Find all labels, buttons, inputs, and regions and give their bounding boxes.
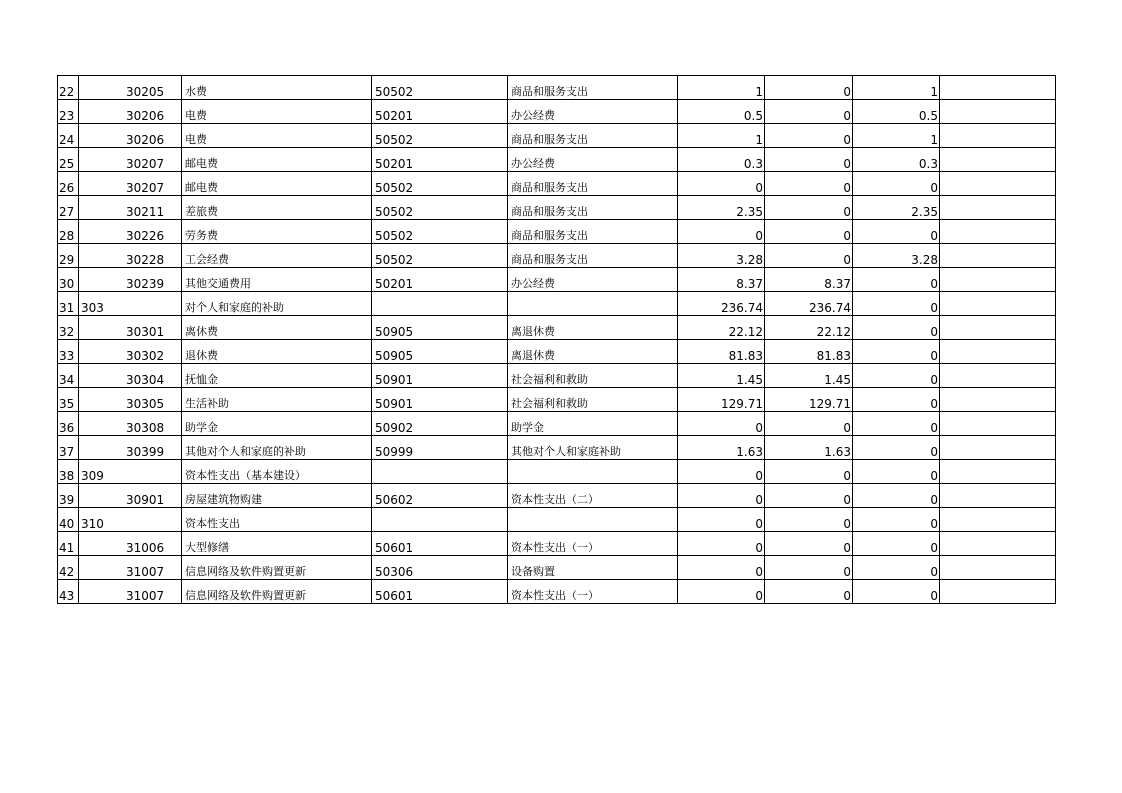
blank-cell	[940, 316, 1056, 340]
row-number-cell: 31	[58, 292, 79, 316]
project-amount-cell: 0	[853, 484, 940, 508]
row-number-cell: 37	[58, 436, 79, 460]
project-amount-cell: 0	[853, 364, 940, 388]
project-amount-cell: 0	[853, 316, 940, 340]
table-row	[58, 508, 1056, 532]
gov-code-cell	[372, 460, 508, 484]
econ-code-cell: 30207	[79, 148, 182, 172]
econ-code-cell: 310	[79, 508, 182, 532]
total-amount-cell: 0	[678, 220, 765, 244]
row-number-cell: 24	[58, 124, 79, 148]
econ-code-cell: 309	[79, 460, 182, 484]
gov-code-cell: 50201	[372, 100, 508, 124]
blank-cell	[940, 532, 1056, 556]
total-amount-cell: 81.83	[678, 340, 765, 364]
table-row	[58, 412, 1056, 436]
econ-name-cell: 工会经费	[182, 244, 372, 268]
blank-cell	[940, 292, 1056, 316]
gov-category-cell: 商品和服务支出	[508, 76, 678, 100]
row-number-cell: 23	[58, 100, 79, 124]
project-amount-cell: 0	[853, 532, 940, 556]
total-amount-cell: 1.45	[678, 364, 765, 388]
basic-amount-cell: 0	[765, 580, 853, 604]
gov-category-cell: 办公经费	[508, 100, 678, 124]
econ-code-cell: 30207	[79, 172, 182, 196]
econ-name-cell: 电费	[182, 100, 372, 124]
total-amount-cell: 236.74	[678, 292, 765, 316]
econ-name-cell: 邮电费	[182, 148, 372, 172]
gov-code-cell: 50201	[372, 148, 508, 172]
project-amount-cell: 0	[853, 556, 940, 580]
project-amount-cell: 0	[853, 172, 940, 196]
project-amount-cell: 3.28	[853, 244, 940, 268]
econ-code-cell: 30226	[79, 220, 182, 244]
table-row	[58, 148, 1056, 172]
table-row	[58, 124, 1056, 148]
project-amount-cell: 0	[853, 388, 940, 412]
gov-code-cell: 50502	[372, 220, 508, 244]
total-amount-cell: 129.71	[678, 388, 765, 412]
total-amount-cell: 8.37	[678, 268, 765, 292]
project-amount-cell: 0	[853, 436, 940, 460]
gov-category-cell: 资本性支出（一）	[508, 532, 678, 556]
project-amount-cell: 0	[853, 508, 940, 532]
row-number-cell: 30	[58, 268, 79, 292]
project-amount-cell: 0	[853, 580, 940, 604]
row-number-cell: 42	[58, 556, 79, 580]
total-amount-cell: 0	[678, 508, 765, 532]
econ-name-cell: 抚恤金	[182, 364, 372, 388]
total-amount-cell: 2.35	[678, 196, 765, 220]
econ-name-cell: 退休费	[182, 340, 372, 364]
econ-code-cell: 31006	[79, 532, 182, 556]
basic-amount-cell: 0	[765, 556, 853, 580]
total-amount-cell: 1	[678, 76, 765, 100]
table-row	[58, 316, 1056, 340]
gov-code-cell: 50502	[372, 124, 508, 148]
table-row	[58, 268, 1056, 292]
project-amount-cell: 0.5	[853, 100, 940, 124]
row-number-cell: 38	[58, 460, 79, 484]
blank-cell	[940, 220, 1056, 244]
econ-code-cell: 30308	[79, 412, 182, 436]
gov-category-cell	[508, 292, 678, 316]
gov-category-cell	[508, 508, 678, 532]
basic-amount-cell: 8.37	[765, 268, 853, 292]
blank-cell	[940, 196, 1056, 220]
econ-code-cell: 30205	[79, 76, 182, 100]
table-row	[58, 76, 1056, 100]
row-number-cell: 41	[58, 532, 79, 556]
econ-name-cell: 劳务费	[182, 220, 372, 244]
basic-amount-cell: 0	[765, 532, 853, 556]
gov-code-cell: 50601	[372, 532, 508, 556]
table-row	[58, 484, 1056, 508]
econ-code-cell: 30206	[79, 100, 182, 124]
basic-amount-cell: 0	[765, 460, 853, 484]
gov-code-cell: 50306	[372, 556, 508, 580]
econ-name-cell: 其他交通费用	[182, 268, 372, 292]
econ-name-cell: 水费	[182, 76, 372, 100]
row-number-cell: 43	[58, 580, 79, 604]
econ-code-cell: 30901	[79, 484, 182, 508]
total-amount-cell: 0.5	[678, 100, 765, 124]
econ-name-cell: 差旅费	[182, 196, 372, 220]
table-row	[58, 532, 1056, 556]
blank-cell	[940, 556, 1056, 580]
project-amount-cell: 0	[853, 412, 940, 436]
basic-amount-cell: 0	[765, 148, 853, 172]
basic-amount-cell: 81.83	[765, 340, 853, 364]
gov-category-cell: 办公经费	[508, 268, 678, 292]
econ-code-cell: 30301	[79, 316, 182, 340]
econ-code-cell: 31007	[79, 556, 182, 580]
econ-code-cell: 30302	[79, 340, 182, 364]
blank-cell	[940, 244, 1056, 268]
project-amount-cell: 1	[853, 76, 940, 100]
econ-code-cell: 30399	[79, 436, 182, 460]
row-number-cell: 39	[58, 484, 79, 508]
total-amount-cell: 0	[678, 532, 765, 556]
gov-category-cell: 资本性支出（一）	[508, 580, 678, 604]
budget-expenditure-table	[57, 75, 1056, 604]
econ-code-cell: 31007	[79, 580, 182, 604]
row-number-cell: 35	[58, 388, 79, 412]
project-amount-cell: 0	[853, 268, 940, 292]
row-number-cell: 27	[58, 196, 79, 220]
basic-amount-cell: 0	[765, 124, 853, 148]
gov-category-cell: 社会福利和救助	[508, 388, 678, 412]
table-row	[58, 220, 1056, 244]
project-amount-cell: 0	[853, 460, 940, 484]
blank-cell	[940, 364, 1056, 388]
project-amount-cell: 1	[853, 124, 940, 148]
gov-code-cell: 50502	[372, 76, 508, 100]
table-row	[58, 196, 1056, 220]
blank-cell	[940, 460, 1056, 484]
total-amount-cell: 22.12	[678, 316, 765, 340]
blank-cell	[940, 484, 1056, 508]
gov-code-cell: 50201	[372, 268, 508, 292]
econ-name-cell: 其他对个人和家庭的补助	[182, 436, 372, 460]
econ-name-cell: 离休费	[182, 316, 372, 340]
econ-code-cell: 303	[79, 292, 182, 316]
basic-amount-cell: 1.45	[765, 364, 853, 388]
table-row	[58, 436, 1056, 460]
table-row	[58, 100, 1056, 124]
total-amount-cell: 1	[678, 124, 765, 148]
project-amount-cell: 0	[853, 220, 940, 244]
gov-category-cell: 其他对个人和家庭补助	[508, 436, 678, 460]
econ-name-cell: 资本性支出	[182, 508, 372, 532]
row-number-cell: 32	[58, 316, 79, 340]
row-number-cell: 33	[58, 340, 79, 364]
gov-code-cell: 50999	[372, 436, 508, 460]
table-row	[58, 460, 1056, 484]
gov-code-cell	[372, 508, 508, 532]
blank-cell	[940, 268, 1056, 292]
econ-name-cell: 邮电费	[182, 172, 372, 196]
econ-name-cell: 助学金	[182, 412, 372, 436]
total-amount-cell: 0	[678, 580, 765, 604]
basic-amount-cell: 236.74	[765, 292, 853, 316]
total-amount-cell: 0.3	[678, 148, 765, 172]
econ-code-cell: 30239	[79, 268, 182, 292]
basic-amount-cell: 0	[765, 100, 853, 124]
blank-cell	[940, 172, 1056, 196]
blank-cell	[940, 340, 1056, 364]
gov-code-cell: 50602	[372, 484, 508, 508]
project-amount-cell: 2.35	[853, 196, 940, 220]
blank-cell	[940, 76, 1056, 100]
gov-code-cell: 50905	[372, 316, 508, 340]
gov-code-cell: 50601	[372, 580, 508, 604]
project-amount-cell: 0	[853, 340, 940, 364]
table-row	[58, 340, 1056, 364]
row-number-cell: 22	[58, 76, 79, 100]
gov-category-cell: 资本性支出（二）	[508, 484, 678, 508]
econ-code-cell: 30228	[79, 244, 182, 268]
basic-amount-cell: 0	[765, 220, 853, 244]
gov-code-cell: 50905	[372, 340, 508, 364]
gov-category-cell: 助学金	[508, 412, 678, 436]
gov-category-cell: 商品和服务支出	[508, 172, 678, 196]
gov-code-cell	[372, 292, 508, 316]
basic-amount-cell: 0	[765, 508, 853, 532]
econ-name-cell: 电费	[182, 124, 372, 148]
gov-category-cell: 社会福利和救助	[508, 364, 678, 388]
table-row	[58, 556, 1056, 580]
econ-name-cell: 信息网络及软件购置更新	[182, 580, 372, 604]
basic-amount-cell: 0	[765, 244, 853, 268]
row-number-cell: 40	[58, 508, 79, 532]
gov-category-cell	[508, 460, 678, 484]
econ-name-cell: 对个人和家庭的补助	[182, 292, 372, 316]
basic-amount-cell: 1.63	[765, 436, 853, 460]
table-row	[58, 172, 1056, 196]
row-number-cell: 28	[58, 220, 79, 244]
row-number-cell: 34	[58, 364, 79, 388]
total-amount-cell: 0	[678, 172, 765, 196]
gov-category-cell: 离退休费	[508, 316, 678, 340]
total-amount-cell: 0	[678, 412, 765, 436]
blank-cell	[940, 412, 1056, 436]
blank-cell	[940, 580, 1056, 604]
blank-cell	[940, 100, 1056, 124]
econ-name-cell: 信息网络及软件购置更新	[182, 556, 372, 580]
econ-name-cell: 生活补助	[182, 388, 372, 412]
gov-category-cell: 办公经费	[508, 148, 678, 172]
blank-cell	[940, 124, 1056, 148]
total-amount-cell: 0	[678, 556, 765, 580]
blank-cell	[940, 436, 1056, 460]
gov-category-cell: 设备购置	[508, 556, 678, 580]
gov-code-cell: 50901	[372, 388, 508, 412]
table-row	[58, 292, 1056, 316]
gov-code-cell: 50502	[372, 196, 508, 220]
total-amount-cell: 0	[678, 484, 765, 508]
basic-amount-cell: 0	[765, 196, 853, 220]
econ-name-cell: 房屋建筑物购建	[182, 484, 372, 508]
gov-category-cell: 商品和服务支出	[508, 124, 678, 148]
table-row	[58, 388, 1056, 412]
gov-category-cell: 商品和服务支出	[508, 220, 678, 244]
basic-amount-cell: 0	[765, 76, 853, 100]
basic-amount-cell: 0	[765, 484, 853, 508]
table-row	[58, 364, 1056, 388]
econ-code-cell: 30206	[79, 124, 182, 148]
gov-code-cell: 50502	[372, 172, 508, 196]
econ-code-cell: 30305	[79, 388, 182, 412]
econ-name-cell: 资本性支出（基本建设）	[182, 460, 372, 484]
gov-category-cell: 商品和服务支出	[508, 244, 678, 268]
econ-code-cell: 30304	[79, 364, 182, 388]
gov-category-cell: 离退休费	[508, 340, 678, 364]
row-number-cell: 25	[58, 148, 79, 172]
total-amount-cell: 3.28	[678, 244, 765, 268]
blank-cell	[940, 148, 1056, 172]
gov-code-cell: 50901	[372, 364, 508, 388]
row-number-cell: 29	[58, 244, 79, 268]
basic-amount-cell: 0	[765, 172, 853, 196]
project-amount-cell: 0	[853, 292, 940, 316]
basic-amount-cell: 0	[765, 412, 853, 436]
row-number-cell: 26	[58, 172, 79, 196]
row-number-cell: 36	[58, 412, 79, 436]
total-amount-cell: 0	[678, 460, 765, 484]
econ-name-cell: 大型修缮	[182, 532, 372, 556]
gov-code-cell: 50902	[372, 412, 508, 436]
table-row	[58, 580, 1056, 604]
econ-code-cell: 30211	[79, 196, 182, 220]
basic-amount-cell: 22.12	[765, 316, 853, 340]
gov-code-cell: 50502	[372, 244, 508, 268]
total-amount-cell: 1.63	[678, 436, 765, 460]
blank-cell	[940, 388, 1056, 412]
blank-cell	[940, 508, 1056, 532]
table-row	[58, 244, 1056, 268]
gov-category-cell: 商品和服务支出	[508, 196, 678, 220]
basic-amount-cell: 129.71	[765, 388, 853, 412]
project-amount-cell: 0.3	[853, 148, 940, 172]
